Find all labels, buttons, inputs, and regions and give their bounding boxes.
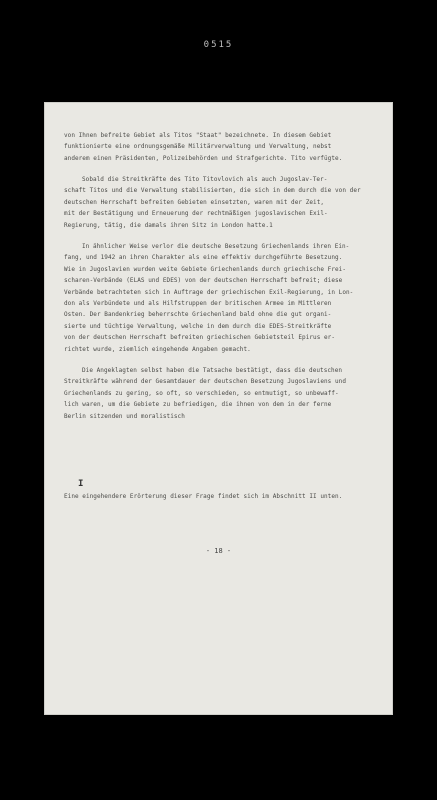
text-line: von der deutschen Herrschaft befreiten griechischen Gebietsteil Epirus er- [64, 334, 336, 341]
text-line: lich waren, um die Gebiete zu befriedigen, die ihnen von dem in der ferne [64, 401, 332, 408]
text-line: mit der Bestätigung und Erneuerung der rechtmäßigen jugoslavischen Exil- [64, 210, 328, 217]
footnote-marker: I [78, 479, 84, 489]
text-line: In ähnlicher Weise verlor die deutsche Besetzung Griechenlands ihren Ein- [82, 243, 350, 250]
text-line: don als Verbündete und als Hilfstruppen der britischen Armee im Mittleren [64, 300, 332, 307]
text-line: Sobald die Streitkräfte des Tito Titovlovich als auch Jugoslav-Ter- [82, 176, 328, 183]
text-line: fang, und 1942 an ihren Charakter als eine effektiv durchgeführte Besetzung. [64, 254, 343, 261]
text-line: Wie in Jugoslavien wurden weite Gebiete Griechenlands durch griechische Frei- [64, 266, 346, 273]
text-line: Osten. Der Bandenkrieg beherrschte Griechenland bald ohne die gut organi- [64, 311, 332, 318]
text-line: Streitkräfte während der Gesamtdauer der deutschen Besetzung Jugoslaviens und [64, 378, 346, 385]
text-line: deutschen Herrschaft befreiten Gebieten einsetzten, waren mit der Zeit, [64, 199, 325, 206]
text-line: sierte und tüchtige Verwaltung, welche in dem durch die EDES-Streitkräfte [64, 323, 332, 330]
text-line: von Ihnen befreite Gebiet als Titos "Staat" bezeichnete. In diesem Gebiet [64, 132, 332, 139]
document-page [44, 102, 393, 715]
text-line: Die Angeklagten selbst haben die Tatsache bestätigt, dass die deutschen [82, 367, 343, 374]
page-number: - 18 - [205, 547, 232, 555]
text-line: Verbände betrachteten sich in Auftrage der griechischen Exil-Regierung, in Lon- [64, 289, 354, 296]
text-line: anderem einen Präsidenten, Polizeibehörden und Strafgerichte. Tito verfügte. [64, 155, 343, 162]
text-line: schaft Titos und die Verwaltung stabilisierten, die sich in dem durch die von der [64, 187, 361, 194]
text-line: Berlin sitzenden und moralistisch [64, 413, 185, 420]
text-line: richtet wurde, ziemlich eingehende Angaben gemacht. [64, 346, 251, 353]
text-line: funktionierte eine ordnungsgemäße Militärverwaltung und Verwaltung, nebst [64, 143, 332, 150]
text-line: Griechenlands zu gering, so oft, so verschieden, so entmutigt, so unbewaff- [64, 390, 339, 397]
text-line: scharen-Verbände (ELAS und EDES) von der deutschen Herrschaft befreit; diese [64, 277, 343, 284]
text-line: Regierung, tätig, die damals ihren Sitz in London hatte.1 [64, 222, 273, 229]
frame-number: 0515 [203, 40, 234, 50]
text-line: Eine eingehendere Erörterung dieser Frage findet sich im Abschnitt II unten. [64, 493, 343, 500]
